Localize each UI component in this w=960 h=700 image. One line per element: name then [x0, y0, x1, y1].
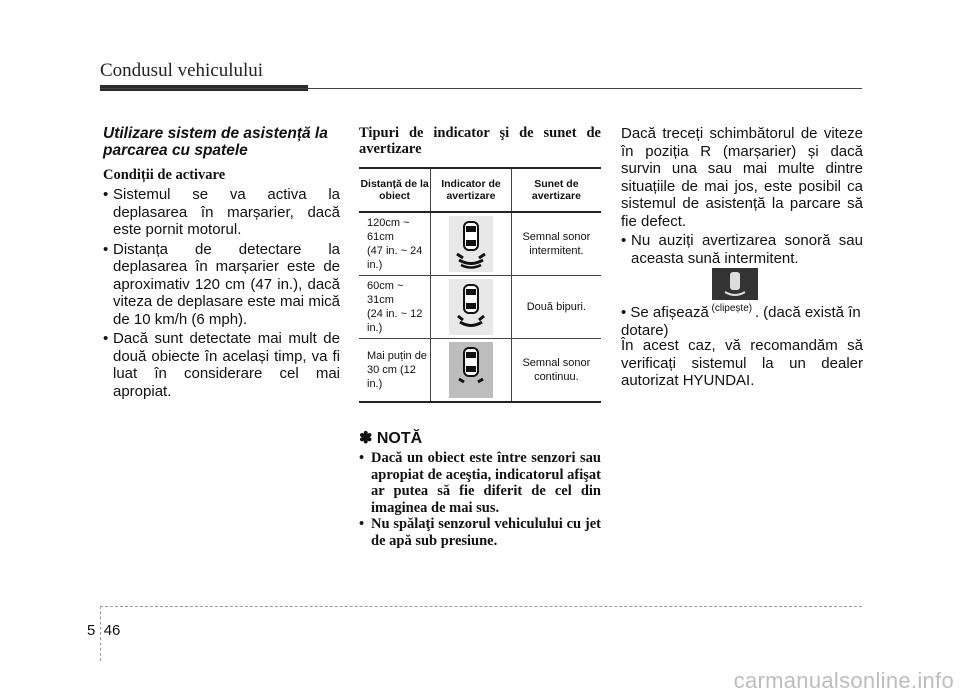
section-title: Utilizare sistem de asistență la parcarea cu spatele [103, 125, 328, 159]
sound-cell: Semnal sonor intermitent. [511, 212, 601, 276]
list-item: • Dacă un obiect este între senzori sau apropiat de aceştia, indicatorul afişat ar putea să fie diferit de cel din imaginea de mai sus. [359, 450, 601, 516]
note-title: ✽ NOTĂ [359, 430, 423, 447]
list-item: • Distanța de detectare la deplasarea în marșarier este de aproximativ 120 cm (47 in.), dacă viteza de deplasare este mai mică de 10 km/h (6 mph). [103, 240, 340, 328]
column-middle [359, 125, 601, 157]
sound-cell: Semnal sonor continuu. [511, 339, 601, 403]
warning-table [359, 167, 601, 403]
activation-list [103, 186, 340, 400]
display-indicator-line: • Se afișează $^{(clipește)}$ . (dacă există în dotare) [621, 303, 861, 339]
car-indicator-icon [712, 268, 758, 300]
column-right [621, 125, 863, 267]
closing-text-block [621, 337, 863, 390]
closing-text: În acest caz, vă recomandăm să verificați sistemul la un dealer autorizat HYUNDAI. [621, 337, 863, 389]
indicator-cell [431, 339, 512, 403]
list-item: • Dacă sunt detectate mai mult de două obiecte în același timp, va fi luat în considerare cel mai apropiat. [103, 330, 340, 400]
list-item: • Nu spălaţi senzorul vehiculului cu jet de apă sub presiune. [359, 516, 601, 549]
footer-rule [100, 606, 862, 607]
car-indicator-icon [449, 342, 493, 398]
distance-cell: Mai puțin de 30 cm (12 in.) [359, 339, 431, 403]
activation-subhead: Condiții de activare [103, 167, 226, 183]
watermark: carmanualsonline.info [733, 668, 954, 693]
list-item: • Sistemul se va activa la deplasarea în marșarier, dacă este pornit motorul. [103, 186, 340, 238]
car-indicator-icon [449, 279, 493, 335]
page-number: 5 46 [87, 622, 121, 639]
distance-cell: 60cm ~ 31cm (24 in. ~ 12 in.) [359, 276, 431, 339]
malfunction-intro: Dacă treceți schimbătorul de viteze în poziția R (marșarier) și dacă survin una sau mai multe dintre situațiile de mai jos, este posibil ca sistemul de asistență la parcare să fie defect. [621, 125, 863, 230]
indicator-cell [431, 276, 512, 339]
table-header: Distanță de la obiect [359, 168, 431, 212]
table-row [359, 339, 601, 403]
column-left [103, 125, 340, 402]
table-header: Indicator de avertizare [431, 168, 512, 212]
indicator-types-heading: Tipuri de indicator şi de sunet de avertizare [359, 125, 601, 157]
note-list [359, 450, 601, 549]
car-indicator-icon [449, 216, 493, 272]
sound-cell: Două bipuri. [511, 276, 601, 339]
page-header-title: Condusul vehiculului [100, 60, 264, 81]
table-header: Sunet de avertizare [511, 168, 601, 212]
distance-cell: 120cm ~ 61cm (47 in. ~ 24 in.) [359, 212, 431, 276]
table-header-row [359, 168, 601, 212]
list-item: • Nu auziți avertizarea sonoră sau aceasta sună intermitent. [621, 232, 863, 267]
table-row [359, 212, 601, 276]
indicator-cell [431, 212, 512, 276]
blinking-label: (clipește) [711, 303, 753, 314]
header-rule [100, 88, 862, 89]
table-row [359, 276, 601, 339]
